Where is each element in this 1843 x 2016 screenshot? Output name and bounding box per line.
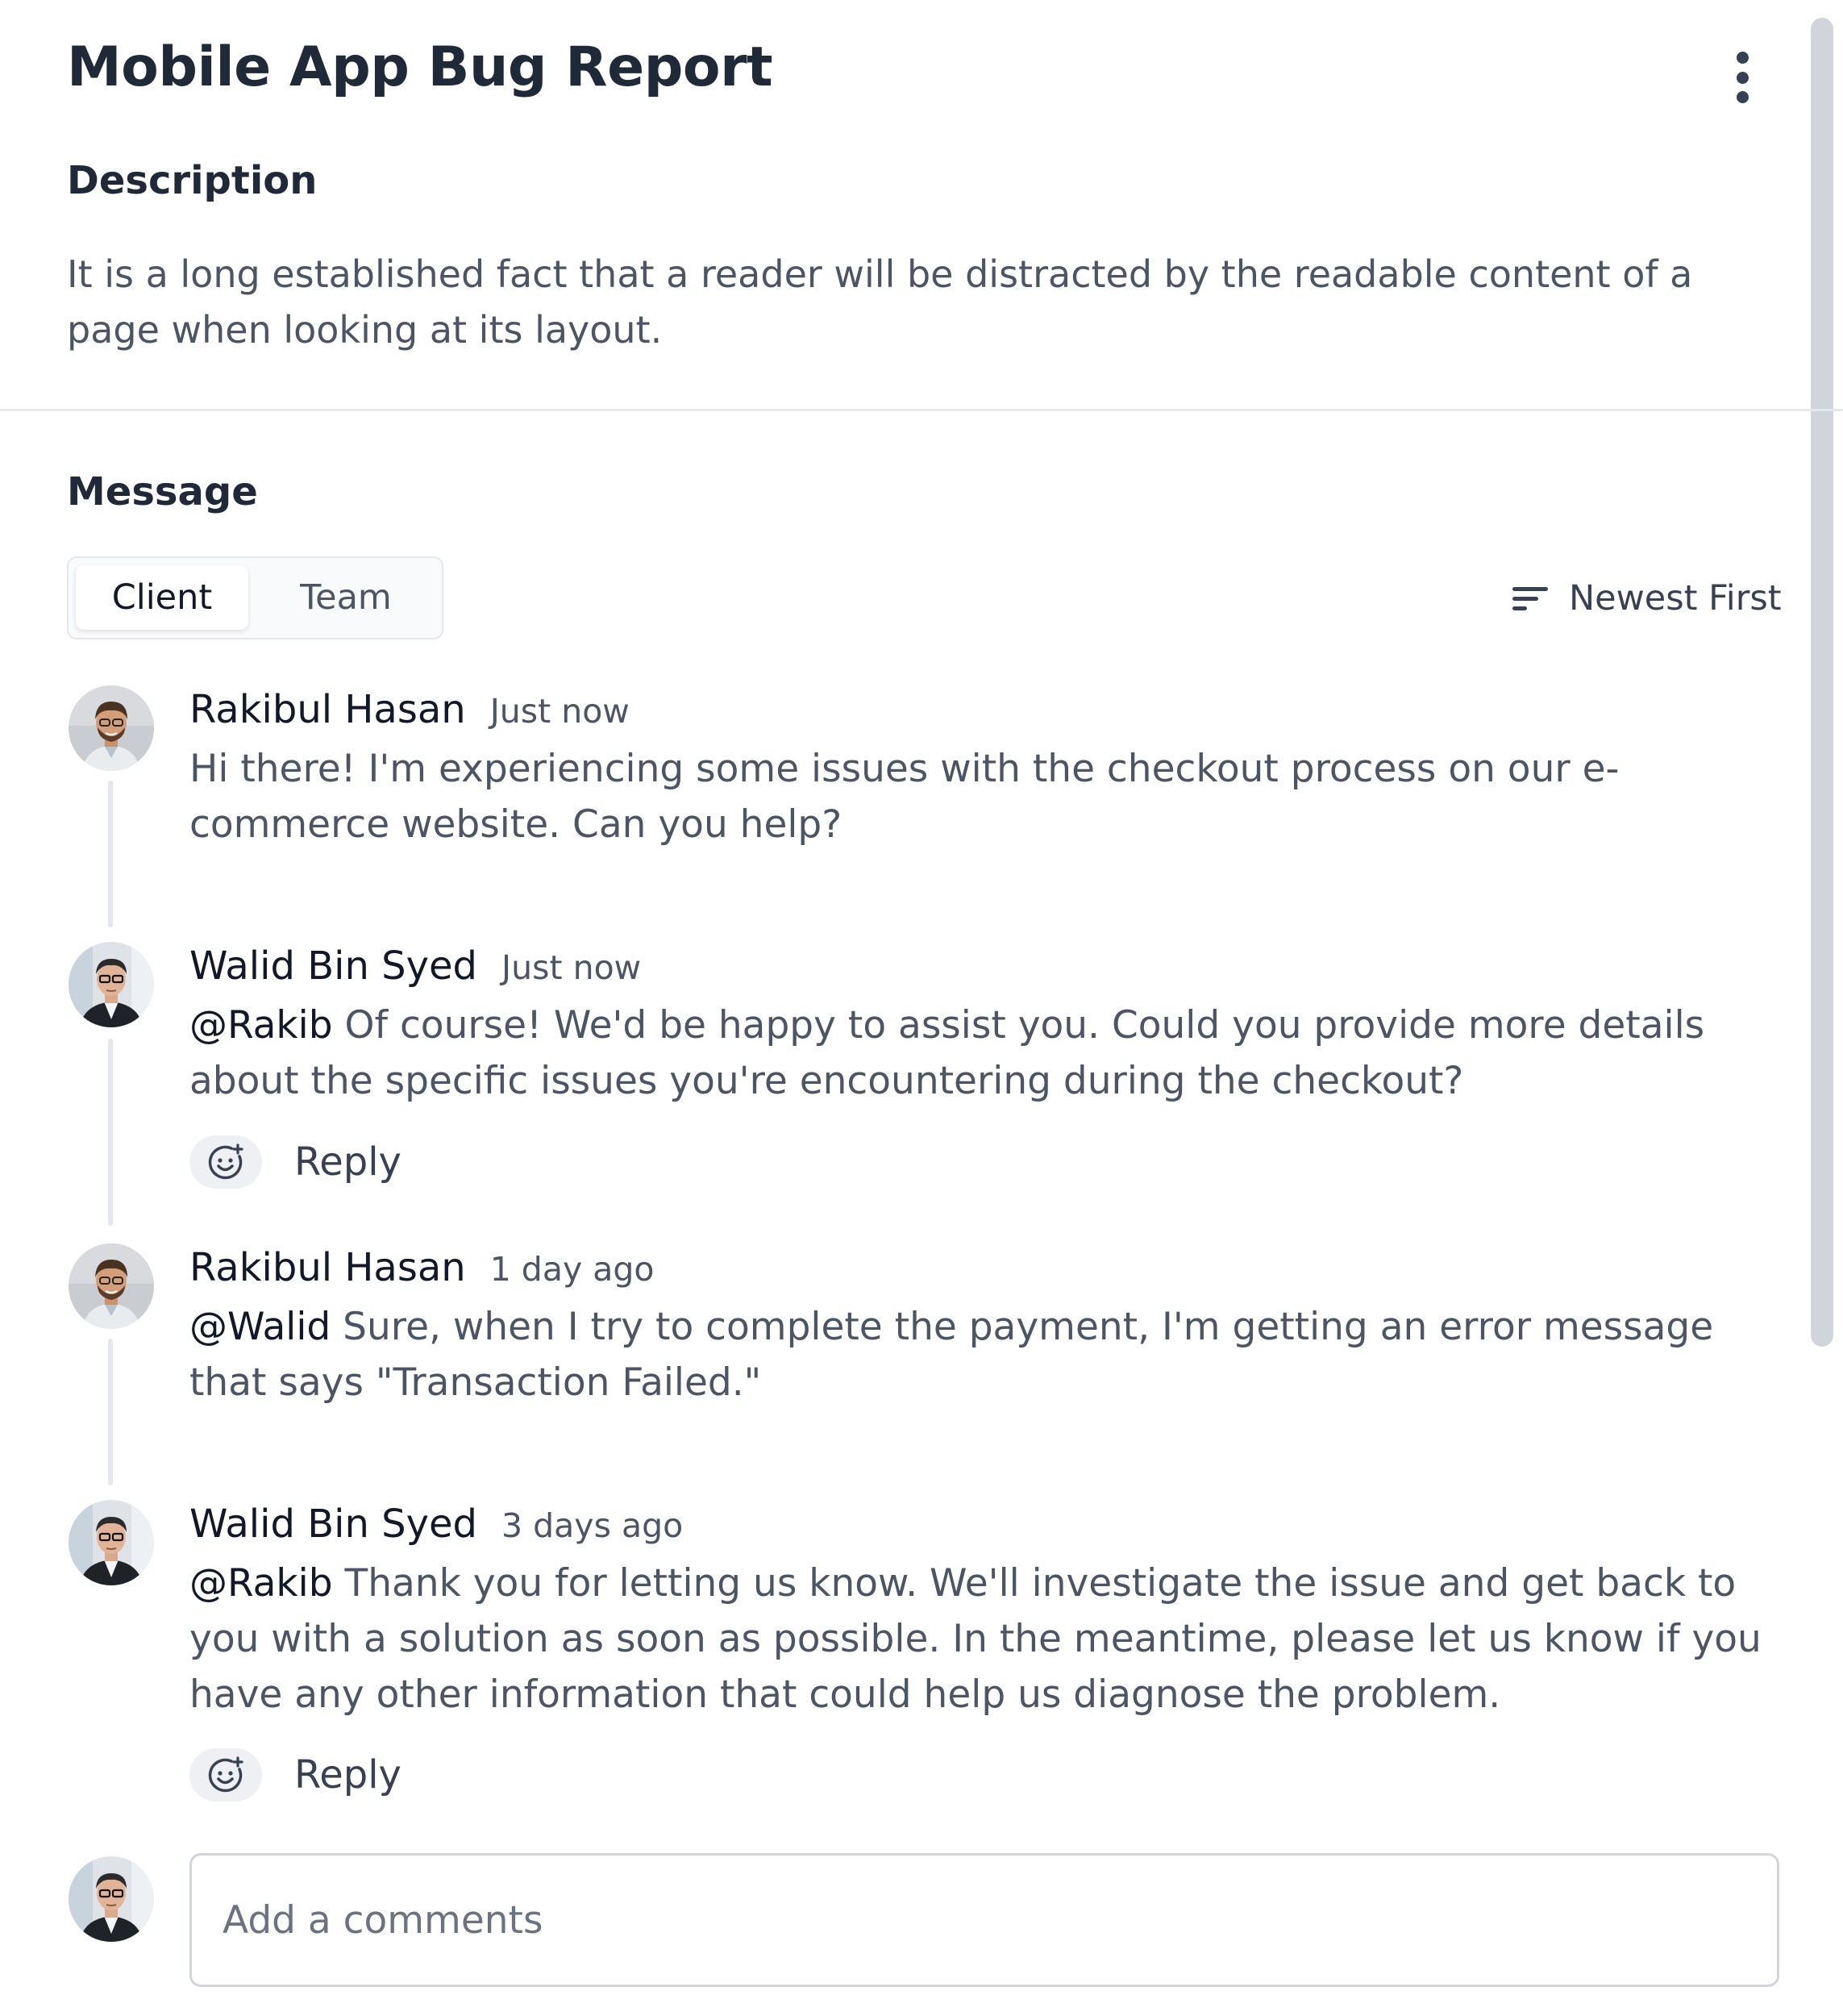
message-mention[interactable]: @Rakib	[189, 1561, 333, 1606]
message-text	[189, 741, 1786, 852]
reply-button[interactable]: Reply	[294, 1752, 401, 1797]
thread-line	[108, 1339, 113, 1485]
message-text	[189, 1299, 1786, 1410]
message-author[interactable]: Rakibul Hasan	[189, 687, 466, 732]
message-content: Of course! We'd be happy to assist you. Could you provide more details about the specific issues you're encountering during the checkout?	[189, 1003, 1705, 1103]
add-reaction-button[interactable]	[189, 1135, 262, 1189]
message-mention[interactable]: @Rakib	[189, 1003, 333, 1048]
message-content: Sure, when I try to complete the payment, I'm getting an error message that says "Transaction Failed."	[189, 1305, 1714, 1405]
sort-dropdown[interactable]	[1512, 574, 1782, 623]
message-header	[189, 687, 630, 732]
description-text: It is a long established fact that a reader will be distracted by the readable content of a page when looking at its layout.	[67, 252, 1693, 352]
message-label: Message	[67, 469, 258, 514]
page-title: Mobile App Bug Report	[67, 35, 773, 99]
message-mention[interactable]: @Walid	[189, 1305, 331, 1349]
reply-button[interactable]: Reply	[294, 1139, 401, 1185]
message-tabs	[67, 556, 443, 639]
message-header	[189, 943, 641, 989]
more-vertical-icon	[1737, 52, 1749, 64]
thread-line	[108, 1039, 113, 1226]
section-divider	[0, 409, 1843, 411]
thread-line	[108, 781, 113, 927]
scrollbar-thumb[interactable]	[1811, 18, 1833, 1347]
emoji-add-icon	[207, 1756, 244, 1793]
current-user-avatar	[69, 1856, 154, 1942]
message-time: 1 day ago	[489, 1250, 655, 1289]
message-time: Just now	[501, 948, 642, 987]
sort-lines-icon	[1512, 585, 1548, 612]
avatar[interactable]	[69, 685, 154, 771]
message-time: Just now	[489, 692, 630, 731]
avatar[interactable]	[69, 1500, 154, 1585]
tab-client[interactable]: Client	[76, 565, 248, 630]
message-author[interactable]: Walid Bin Syed	[189, 1502, 478, 1547]
avatar[interactable]	[69, 942, 154, 1027]
description-label: Description	[67, 158, 318, 203]
comment-input[interactable]	[189, 1853, 1779, 1987]
sort-label: Newest First	[1569, 578, 1782, 619]
message-time: 3 days ago	[501, 1506, 684, 1545]
message-text	[189, 998, 1786, 1109]
message-header	[189, 1502, 683, 1547]
message-content: Thank you for letting us know. We'll investigate the issue and get back to you with a solution as soon as possible. In the meantime, please let us know if you have any other information that could help us diagnose the problem.	[189, 1561, 1762, 1717]
message-actions	[189, 1135, 401, 1189]
tab-team[interactable]: Team	[300, 577, 392, 618]
message-text	[189, 1556, 1786, 1722]
message-author[interactable]: Rakibul Hasan	[189, 1245, 466, 1290]
add-reaction-button[interactable]	[189, 1748, 262, 1801]
message-actions	[189, 1748, 401, 1801]
emoji-add-icon	[207, 1143, 244, 1181]
message-content: Hi there! I'm experiencing some issues with the checkout process on our e-commerce website. Can you help?	[189, 747, 1620, 847]
message-author[interactable]: Walid Bin Syed	[189, 943, 478, 989]
more-options-button[interactable]	[1724, 52, 1761, 103]
more-vertical-icon-dot	[1737, 91, 1749, 103]
more-vertical-icon-dot	[1737, 72, 1749, 84]
avatar[interactable]	[69, 1243, 154, 1329]
message-header	[189, 1245, 655, 1290]
